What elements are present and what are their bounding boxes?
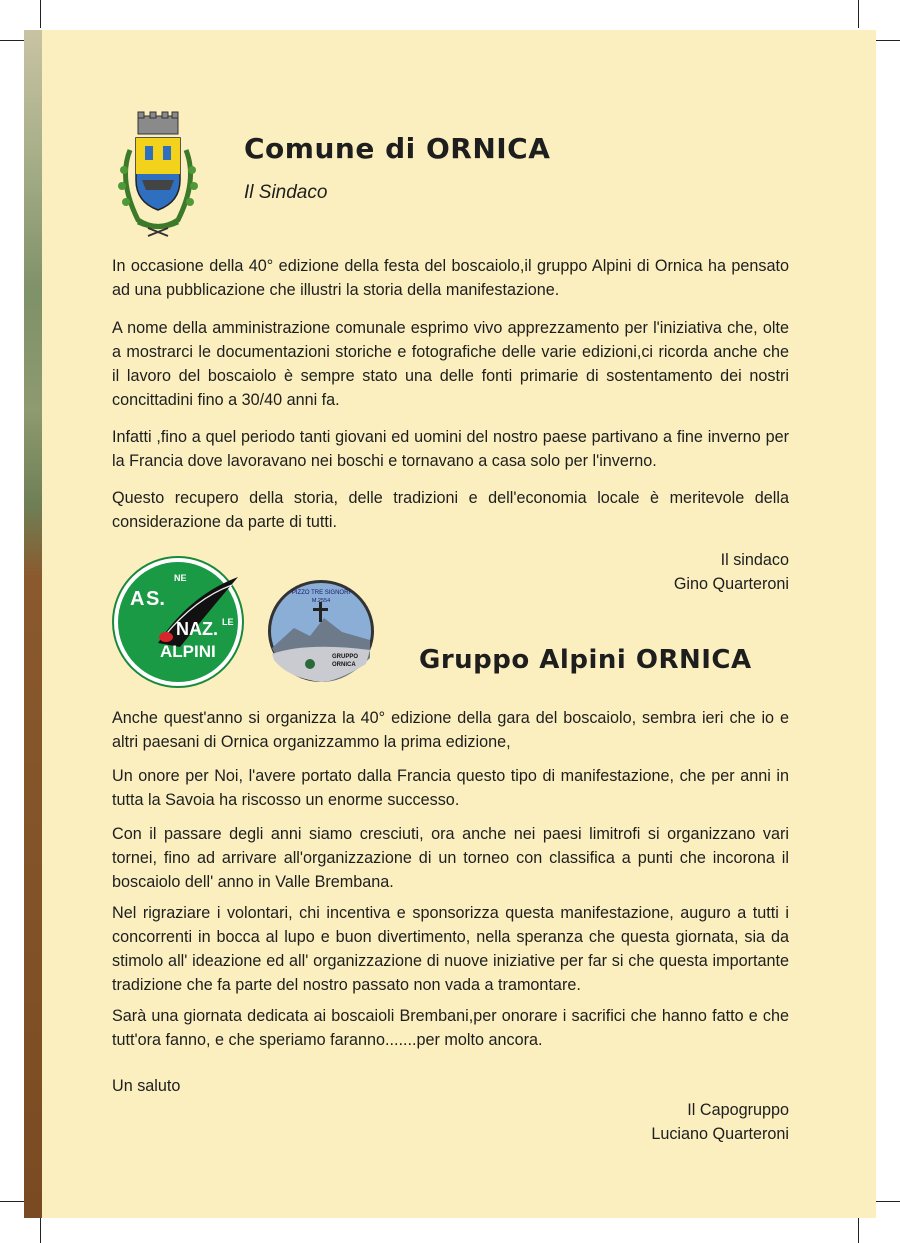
ana-text-a: A bbox=[130, 588, 145, 610]
comune-title: Comune di ORNICA bbox=[244, 132, 551, 165]
badge-alt-text: M.2554 bbox=[311, 598, 331, 604]
crop-mark bbox=[874, 40, 900, 41]
crop-mark bbox=[40, 1218, 41, 1243]
ana-text-s: S. bbox=[146, 588, 165, 610]
badge-name-text: ORNICA bbox=[332, 662, 356, 668]
alpini-paragraph: Un onore per Noi, l'avere portato dalla Francia questo tipo di manifestazione, che per anni in tutta la Savoia ha riscosso un enorme successo. bbox=[112, 767, 789, 809]
comune-paragraph: A nome della amministrazione comunale esprimo vivo apprezzamento per l'iniziativa che, olte a mostrarci le documentazioni storiche e fotografiche delle varie edizioni,ci ricorda anche che il lavoro del boscaiolo è sempre stato una delle fonti primarie di sostentamento dei nostri concittadini fino a 30/40 anni fa. bbox=[112, 319, 789, 409]
alpini-greeting: Un saluto bbox=[112, 1077, 181, 1095]
left-photo-strip bbox=[24, 30, 42, 1218]
alpini-signature-name: Luciano Quarteroni bbox=[651, 1125, 789, 1143]
alpini-signature-role: Il Capogruppo bbox=[687, 1101, 789, 1119]
comune-subtitle: Il Sindaco bbox=[244, 182, 328, 203]
comune-paragraph: Infatti ,fino a quel periodo tanti giovani ed uomini del nostro paese partivano a fine inverno per la Francia dove lavoravano nei boschi e tornavano a casa solo per l'inverno. bbox=[112, 428, 789, 470]
ana-text-alpini: ALPINI bbox=[160, 642, 216, 661]
alpini-paragraph: Nel rigraziare i volontari, chi incentiva e sponsorizza questa manifestazione, auguro a tutti i concorrenti in bocca al lupo e buon divertimento, nella speranza che questa giornata, sia da stimolo all' ideazione ed all' organizzazione di nuove iniziative per far si che questa importante tradizione che fa parte del nostro passato non vada a tramontare. bbox=[112, 904, 789, 994]
ana-text-naz: NAZ. bbox=[176, 619, 218, 639]
crop-mark bbox=[0, 40, 26, 41]
crop-mark bbox=[0, 1201, 26, 1202]
comune-signature-role: Il sindaco bbox=[720, 551, 789, 569]
comune-signature-name: Gino Quarteroni bbox=[673, 575, 789, 593]
alpini-paragraph: Con il passare degli anni siamo cresciuti, ora anche nei paesi limitrofi si organizzano vari tornei, fino ad arrivare all'organizzazione di un torneo con classifica a punti che incorona il boscaiolo dell' anno in Valle Brembana. bbox=[112, 825, 789, 891]
crop-mark bbox=[858, 0, 859, 28]
ana-sup-le: LE bbox=[222, 617, 234, 627]
crop-mark bbox=[874, 1201, 900, 1202]
badge-top-text: PIZZO TRE SIGNORI bbox=[291, 590, 351, 596]
ana-logo-icon bbox=[110, 555, 246, 689]
alpini-paragraph: Sarà una giornata dedicata ai boscaioli Brembani,per onorare i sacrifici che hanno fatto e che tutt'ora fanno, e che speriamo faranno.......per molto ancora. bbox=[112, 1007, 789, 1049]
badge-group-text: GRUPPO bbox=[332, 654, 359, 660]
crop-mark bbox=[858, 1218, 859, 1243]
crop-mark bbox=[40, 0, 41, 28]
comune-paragraph: In occasione della 40° edizione della festa del boscaiolo,il gruppo Alpini di Ornica ha pensato ad una pubblicazione che illustri la storia della manifestazione. bbox=[112, 257, 789, 299]
ana-sup-ne: NE bbox=[174, 573, 187, 583]
gruppo-ornica-badge-icon bbox=[266, 578, 376, 684]
alpini-title: Gruppo Alpini ORNICA bbox=[419, 645, 752, 675]
alpini-paragraph: Anche quest'anno si organizza la 40° edizione della gara del boscaiolo, sembra ieri che io e altri paesani di Ornica organizzammo la prima edizione, bbox=[112, 709, 789, 751]
coat-of-arms-icon bbox=[108, 110, 208, 240]
comune-paragraph: Questo recupero della storia, delle tradizioni e dell'economia locale è meritevole della considerazione da parte di tutti. bbox=[112, 489, 789, 531]
